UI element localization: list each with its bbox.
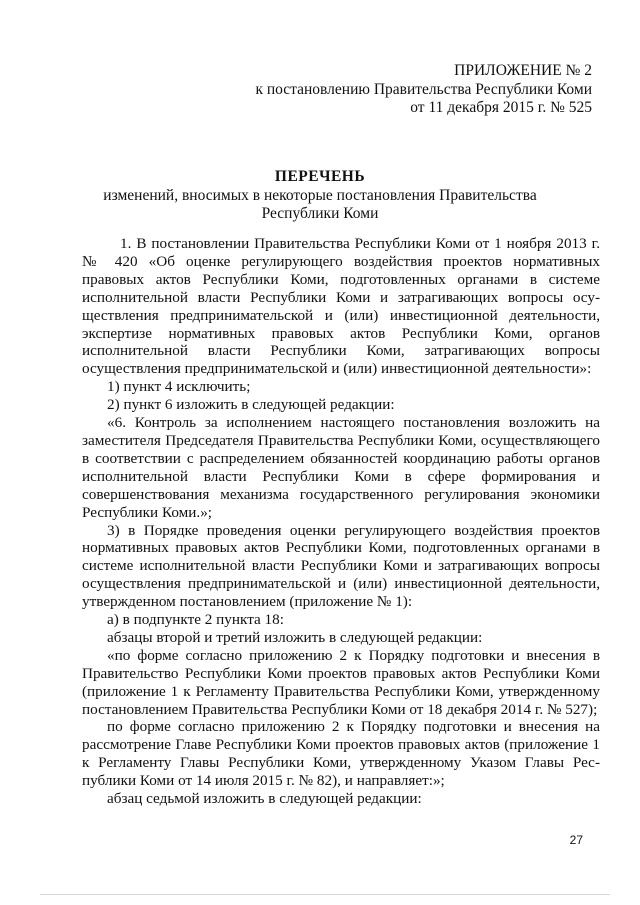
paragraph-subsubitem-a: а) в подпункте 2 пункта 18: (107, 611, 284, 629)
appendix-reference: к постановлению Правительства Республики Коми (255, 80, 592, 98)
paragraph-item-1: 1. В постановлении Правительства Республики Коми от 1 ноября 2013 г. № 420 «Об оценке регулирующего воздействия проектов нормативных правовых актов Республики Коми, подготовленных органами в системе исполнительной власти Республики Коми и затрагивающих вопросы осуществления предпринимательской и (или) инвестиционной деятельности, экспертизе нормативных правовых актов Республики Коми, органов исполнительной власти Республики Коми, затрагивающих вопросы осуществления предпринимательской и (или) инвестиционной деятельности»: (82, 235, 600, 378)
bottom-divider (40, 894, 610, 895)
page-number: 27 (569, 833, 583, 847)
title-subtitle-line-2: Республики Коми (261, 205, 379, 223)
appendix-number: ПРИЛОЖЕНИЕ № 2 (454, 62, 592, 79)
paragraph-subitem-2: 2) пункт 6 изложить в следующей редакции: (107, 396, 395, 414)
paragraph-abzats-seven: абзац седьмой изложить в следующей редакции: (107, 790, 422, 808)
title-subtitle-line-1: изменений, вносимых в некоторые постановления Правительства (103, 186, 537, 204)
title-main: ПЕРЕЧЕНЬ (274, 168, 366, 185)
paragraph-quoted-form-1: «по форме согласно приложению 2 к Порядку подготовки и внесения в Правительство Республики Коми проектов правовых актов Республики Коми (приложение 1 к Регламенту Правительства Республики Коми, утвержденному постановлением Правительства Республики Коми от 18 декабря 2014 г. № 527); (82, 646, 600, 718)
appendix-header (172, 62, 592, 118)
paragraph-abzats-instruction: абзацы второй и третий изложить в следующей редакции: (107, 628, 483, 646)
paragraph-quoted-form-2: по форме согласно приложению 2 к Порядку подготовки и внесения на рассмотрение Главе Республики Коми проектов правовых актов (приложение 1 к Регламенту Главы Республики Коми, утвержденному Указом Главы Республики Коми от 14 июля 2015 г. № 82), и направляет:»; (82, 718, 600, 790)
paragraph-subitem-3: 3) в Порядке проведения оценки регулирующего воздействия проектов нормативных правовых актов Республики Коми, подготовленных органами в системе исполнительной власти Республики Коми и затрагивающих вопросы осуществления предпринимательской и (или) инвестиционной деятельности, утвержденном постановлением (приложение № 1): (82, 521, 600, 611)
paragraph-subitem-1: 1) пункт 4 исключить; (107, 378, 251, 396)
appendix-date: от 11 декабря 2015 г. № 525 (410, 99, 592, 117)
document-title (40, 168, 600, 224)
paragraph-quoted-point-6: «6. Контроль за исполнением настоящего постановления возложить на заместителя Председателя Правительства Республики Коми, осуществляющего в соответствии с распределением обязанностей координацию работы органов исполнительной власти Республики Коми в сфере формирования и совершенствования механизма государственного регулирования экономики Республики Коми.»; (82, 414, 600, 521)
document-body (82, 235, 600, 808)
